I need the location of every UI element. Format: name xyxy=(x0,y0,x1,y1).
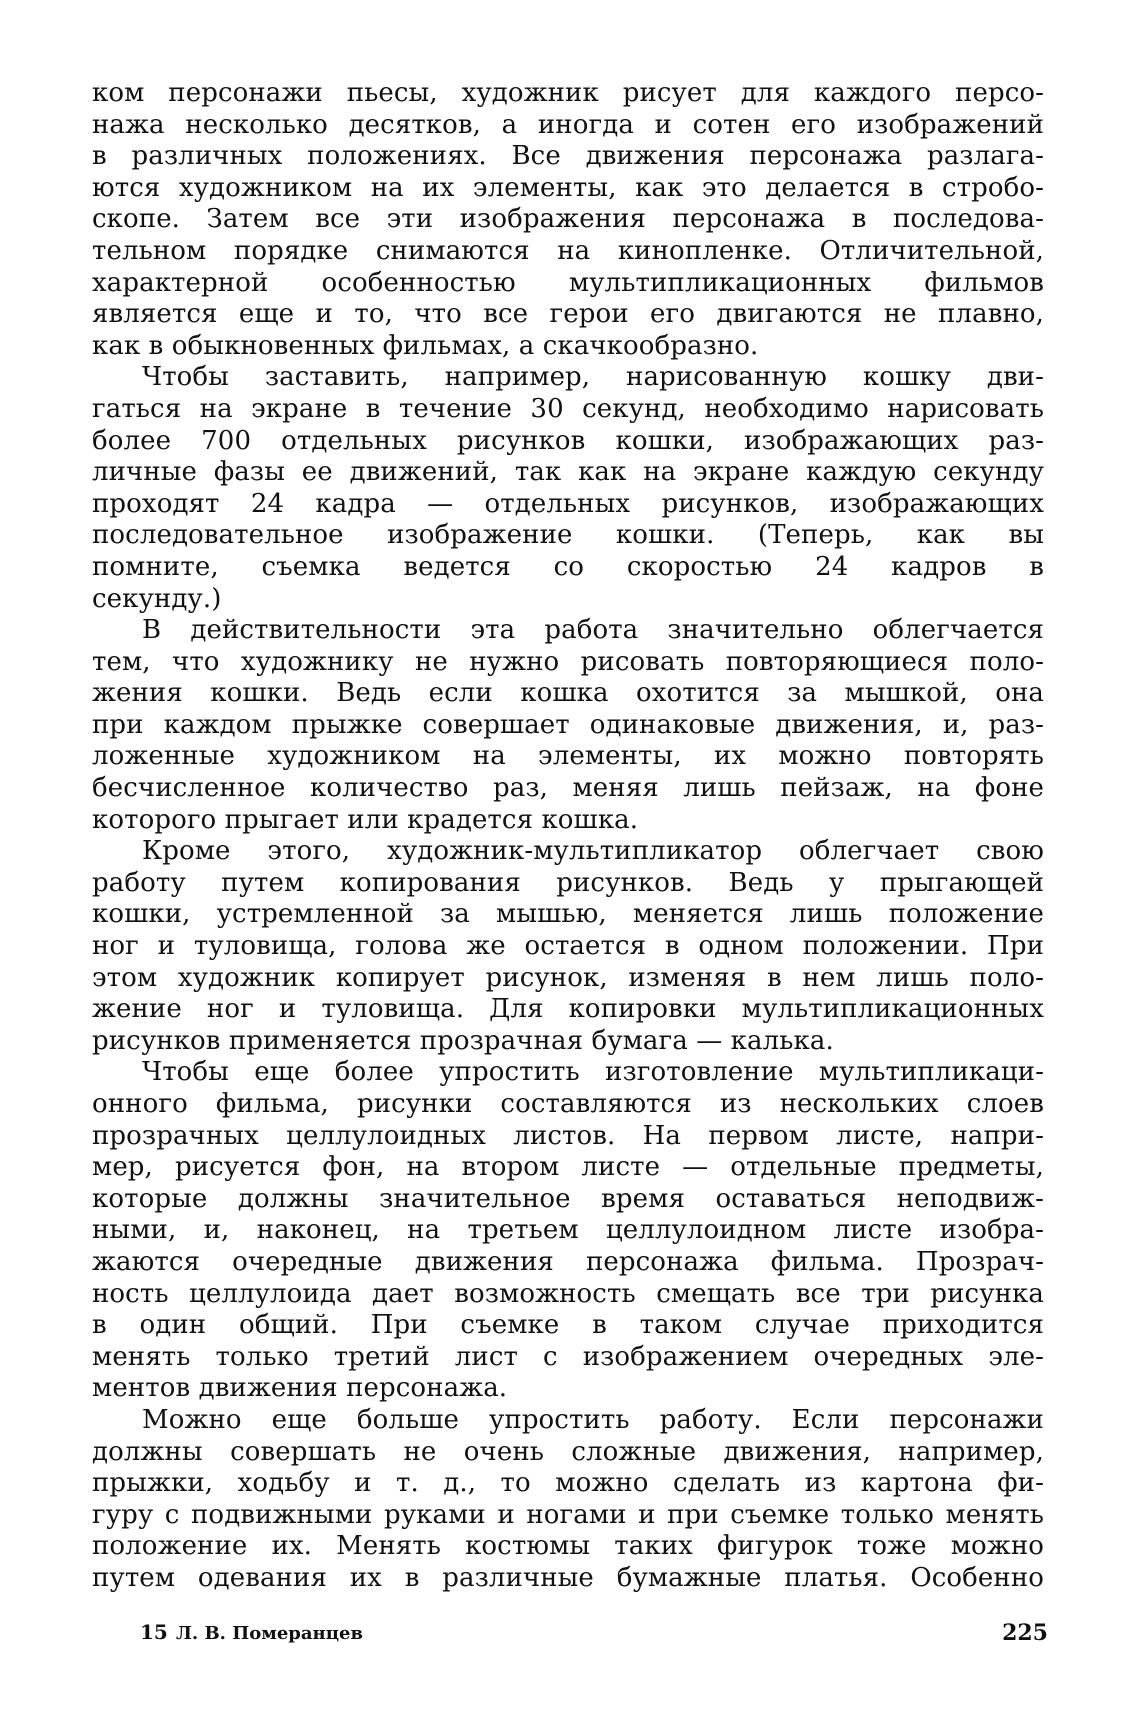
text-line: этом художник копирует рисунок, изменяя в нем лишь поло- xyxy=(92,962,1044,993)
text-line: Чтобы еще более упростить изготовление мультипликаци- xyxy=(142,1057,1044,1088)
text-line: Чтобы заставить, например, нарисованную кошку дви- xyxy=(142,362,1044,393)
text-line: в различных положениях. Все движения персонажа разлага- xyxy=(92,141,1044,172)
text-line: работу путем копирования рисунков. Ведь у прыгающей xyxy=(92,867,1044,898)
text-line: ментов движения персонажа. xyxy=(92,1373,508,1404)
text-line: как в обыкновенных фильмах, а скачкообразно. xyxy=(92,330,759,361)
text-line: мер, рисуется фон, на втором листе — отдельные предметы, xyxy=(92,1152,1044,1183)
text-line: нажа несколько десятков, а иногда и сотен его изображений xyxy=(92,109,1044,140)
text-line: помните, съемка ведется со скоростью 24 кадров в xyxy=(92,551,1044,582)
text-line: секунду.) xyxy=(92,583,222,614)
paragraph-5 xyxy=(92,1057,1044,1405)
text-line: менять только третий лист с изображением очередных эле- xyxy=(92,1341,1044,1372)
page-footer xyxy=(140,1620,1048,1650)
text-line: ложенные художником на элементы, их можно повторять xyxy=(92,741,1044,772)
page-number: 225 xyxy=(1002,1620,1048,1646)
text-line: путем одевания их в различные бумажные платья. Особенно xyxy=(92,1562,1044,1593)
text-line: Можно еще больше упростить работу. Если персонажи xyxy=(142,1404,1044,1435)
text-line: тельном порядке снимаются на кинопленке. Отличительной, xyxy=(92,235,1044,266)
text-line: характерной особенностью мультипликационных фильмов xyxy=(92,267,1044,298)
text-line: бесчисленное количество раз, меняя лишь пейзаж, на фоне xyxy=(92,773,1044,804)
text-line: скопе. Затем все эти изображения персонажа в последова- xyxy=(92,204,1044,235)
text-line: проходят 24 кадра — отдельных рисунков, изображающих xyxy=(92,488,1044,519)
text-line: В действительности эта работа значительно облегчается xyxy=(142,615,1044,646)
text-line: которого прыгает или крадется кошка. xyxy=(92,804,639,835)
text-line: ком персонажи пьесы, художник рисует для каждого персо- xyxy=(92,78,1044,108)
text-line: ными, и, наконец, на третьем целлулоидном листе изобра- xyxy=(92,1215,1044,1246)
text-line: рисунков применяется прозрачная бумага — калька. xyxy=(92,1025,834,1056)
text-line: которые должны значительное время оставаться неподвиж- xyxy=(92,1183,1044,1214)
text-line: жение ног и туловища. Для копировки мультипликационных xyxy=(92,994,1044,1025)
paragraph-6 xyxy=(92,1405,1044,1595)
paragraph-2 xyxy=(92,362,1044,615)
text-line: положение их. Менять костюмы таких фигурок тоже можно xyxy=(92,1531,1044,1562)
footer-author: Л. В. Померанцев xyxy=(176,1623,363,1644)
text-line: гаться на экране в течение 30 секунд, необходимо нарисовать xyxy=(92,393,1044,424)
paragraph-1 xyxy=(92,78,1044,362)
text-line: Кроме этого, художник-мультипликатор облегчает свою xyxy=(142,836,1044,867)
text-line: кошки, устремленной за мышью, меняется лишь положение xyxy=(92,899,1044,930)
paragraph-4 xyxy=(92,836,1044,1057)
text-line: ность целлулоида дает возможность смещать все три рисунка xyxy=(92,1278,1044,1309)
text-line: гуру с подвижными руками и ногами и при съемке только менять xyxy=(92,1499,1044,1530)
text-line: более 700 отдельных рисунков кошки, изображающих раз- xyxy=(92,425,1044,456)
text-line: тем, что художнику не нужно рисовать повторяющиеся поло- xyxy=(92,646,1044,677)
page-body xyxy=(92,78,1044,1595)
text-line: последовательное изображение кошки. (Теперь, как вы xyxy=(92,520,1044,551)
text-line: жения кошки. Ведь если кошка охотится за мышкой, она xyxy=(92,678,1044,709)
text-line: при каждом прыжке совершает одинаковые движения, и, раз- xyxy=(92,709,1044,740)
text-line: прыжки, ходьбу и т. д., то можно сделать из картона фи- xyxy=(92,1468,1044,1499)
text-line: является еще и то, что все герои его двигаются не плавно, xyxy=(92,299,1044,330)
text-line: должны совершать не очень сложные движения, например, xyxy=(92,1436,1044,1467)
text-line: жаются очередные движения персонажа фильма. Прозрач- xyxy=(92,1246,1044,1277)
text-line: в один общий. При съемке в таком случае приходится xyxy=(92,1310,1044,1341)
text-line: личные фазы ее движений, так как на экране каждую секунду xyxy=(92,457,1044,488)
paragraph-3 xyxy=(92,615,1044,836)
text-line: ног и туловища, голова же остается в одном положении. При xyxy=(92,931,1044,962)
text-line: прозрачных целлулоидных листов. На первом листе, напри- xyxy=(92,1120,1044,1151)
text-line: онного фильма, рисунки составляются из нескольких слоев xyxy=(92,1089,1044,1119)
text-line: ются художником на их элементы, как это делается в стробо- xyxy=(92,172,1044,203)
signature-mark: 15 xyxy=(140,1620,168,1644)
